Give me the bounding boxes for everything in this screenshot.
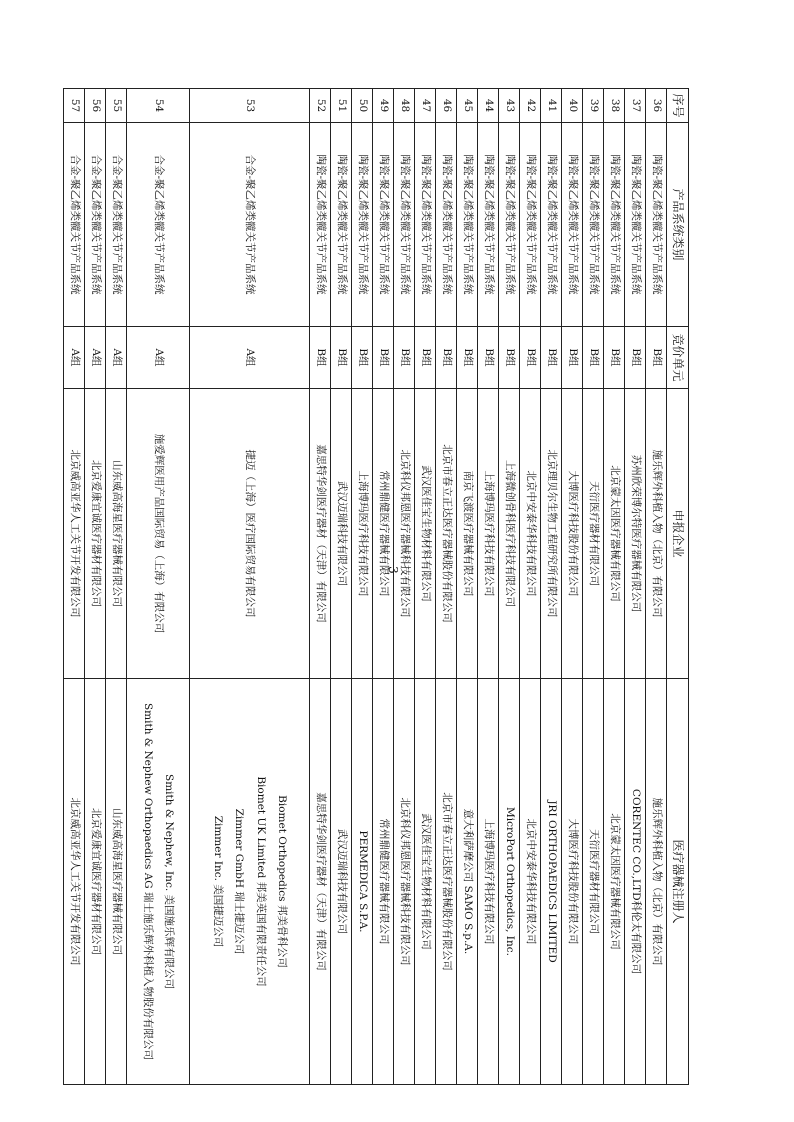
table-row (457, 89, 478, 1085)
table-row (604, 89, 625, 1085)
row-no: 46 (436, 89, 457, 123)
registrant-line: 大博医疗科技股份有限公司 (566, 818, 579, 945)
row-no: 43 (499, 89, 520, 123)
row-registrant (562, 679, 583, 1085)
row-no: 55 (106, 89, 127, 123)
row-category: 陶瓷-聚乙烯类髋关节产品系统 (310, 123, 331, 327)
row-applicant (394, 389, 415, 679)
row-registrant (478, 679, 499, 1085)
table-row (415, 89, 436, 1085)
registrant-line: 北京中安泰华科技有限公司 (524, 818, 537, 945)
row-category: 陶瓷-聚乙烯类髋关节产品系统 (436, 123, 457, 327)
row-applicant (604, 389, 625, 679)
product-table (63, 88, 689, 1085)
header-category: 产品系统类别 (667, 123, 689, 327)
row-no: 42 (520, 89, 541, 123)
registrant-line: 北京爱康宜诚医疗器材有限公司 (89, 808, 102, 955)
table-body (64, 89, 667, 1085)
row-registrant (583, 679, 604, 1085)
applicant-line: 北京中安泰华科技有限公司 (524, 470, 537, 597)
applicant-line: 北京爱康宜诚医疗器材有限公司 (89, 460, 102, 607)
registrant-line: Smith & Nephew Orthopaedics AG 瑞士施乐辉外科植入物股份有限公司 (142, 702, 154, 1061)
row-category: 陶瓷-聚乙烯类髋关节产品系统 (625, 123, 646, 327)
row-category: 陶瓷-聚乙烯类髋关节产品系统 (604, 123, 625, 327)
registrant-line: 嘉思特华剑医疗器材（天津）有限公司 (314, 792, 327, 971)
applicant-line: 上海微创骨科医疗科技有限公司 (503, 460, 516, 607)
row-category: 陶瓷-聚乙烯类髋关节产品系统 (394, 123, 415, 327)
table-row (331, 89, 352, 1085)
table-row (190, 89, 310, 1085)
applicant-line: 苏州欣荣博尔特医疗器械有限公司 (629, 454, 642, 613)
header-unit: 竞价单元 (667, 327, 689, 389)
row-category: 陶瓷-聚乙烯类髋关节产品系统 (499, 123, 520, 327)
row-registrant (64, 679, 85, 1085)
applicant-line: 武汉迈瑞科技有限公司 (335, 481, 348, 586)
row-registrant (499, 679, 520, 1085)
applicant-line: 武汉医佳宝生物材料有限公司 (419, 465, 432, 602)
row-applicant (85, 389, 106, 679)
row-unit: A组 (106, 327, 127, 389)
registrant-line: Zimmer Inc. 美国捷迈公司 (212, 815, 225, 948)
row-applicant (331, 389, 352, 679)
row-registrant (646, 679, 667, 1085)
row-registrant (331, 679, 352, 1085)
applicant-line: 常州鼎健医疗器械有限公司 (377, 470, 390, 597)
row-registrant (457, 679, 478, 1085)
registrant-line: 天衍医疗器材有限公司 (587, 829, 600, 934)
table-row (436, 89, 457, 1085)
row-unit: B组 (352, 327, 373, 389)
row-registrant (625, 679, 646, 1085)
registrant-line: 北京威高亚华人工关节开发有限公司 (68, 797, 81, 966)
table-row (352, 89, 373, 1085)
row-category: 陶瓷-聚乙烯类髋关节产品系统 (583, 123, 604, 327)
row-no: 50 (352, 89, 373, 123)
row-category: 陶瓷-聚乙烯类髋关节产品系统 (352, 123, 373, 327)
row-category: 陶瓷-聚乙烯类髋关节产品系统 (373, 123, 394, 327)
row-no: 49 (373, 89, 394, 123)
row-category: 陶瓷-聚乙烯类髋关节产品系统 (478, 123, 499, 327)
row-unit: B组 (541, 327, 562, 389)
table-row (520, 89, 541, 1085)
header-no: 序号 (667, 89, 689, 123)
row-category: 陶瓷-聚乙烯类髋关节产品系统 (331, 123, 352, 327)
row-applicant (190, 389, 310, 679)
row-unit: B组 (457, 327, 478, 389)
registrant-line: MicroPort Orthopedics, Inc. (503, 807, 516, 956)
table-row (106, 89, 127, 1085)
registrant-line: Biomet UK Limited 邦美英国有限责任公司 (254, 776, 267, 987)
row-registrant (604, 679, 625, 1085)
row-applicant (520, 389, 541, 679)
table-row (127, 89, 190, 1085)
table-row (646, 89, 667, 1085)
row-no: 57 (64, 89, 85, 123)
header-applicant: 申报企业 (667, 389, 689, 679)
row-registrant (352, 679, 373, 1085)
row-unit: B组 (394, 327, 415, 389)
row-no: 56 (85, 89, 106, 123)
registrant-line: 上海博玛医疗科技有限公司 (482, 818, 495, 945)
row-category: 合金-聚乙烯类髋关节产品系统 (85, 123, 106, 327)
row-registrant (520, 679, 541, 1085)
row-category: 陶瓷-聚乙烯类髋关节产品系统 (457, 123, 478, 327)
row-unit: B组 (331, 327, 352, 389)
row-registrant (106, 679, 127, 1085)
row-no: 45 (457, 89, 478, 123)
table-row (373, 89, 394, 1085)
row-no: 48 (394, 89, 415, 123)
applicant-line: 捷迈（上海）医疗国际贸易有限公司 (244, 449, 257, 618)
row-category: 陶瓷-聚乙烯类髋关节产品系统 (520, 123, 541, 327)
registrant-line: PERMEDICA S.P.A. (356, 830, 369, 933)
row-applicant (478, 389, 499, 679)
row-no: 53 (190, 89, 310, 123)
row-no: 41 (541, 89, 562, 123)
row-applicant (352, 389, 373, 679)
row-applicant (373, 389, 394, 679)
row-applicant (457, 389, 478, 679)
registrant-line: Smith & Nephew, Inc. 美国施乐辉有限公司 (163, 774, 176, 989)
applicant-line: 上海博玛医疗科技有限公司 (482, 470, 495, 597)
row-category: 陶瓷-聚乙烯类髋关节产品系统 (646, 123, 667, 327)
row-registrant (373, 679, 394, 1085)
row-unit: B组 (310, 327, 331, 389)
row-unit: B组 (583, 327, 604, 389)
applicant-line: 北京蒙太因医疗器械有限公司 (608, 465, 621, 602)
row-registrant (541, 679, 562, 1085)
row-unit: B组 (520, 327, 541, 389)
table-row (64, 89, 85, 1085)
row-registrant (310, 679, 331, 1085)
row-applicant (64, 389, 85, 679)
registrant-line: 武汉医佳宝生物材料有限公司 (419, 813, 432, 950)
table-row (478, 89, 499, 1085)
row-unit: A组 (64, 327, 85, 389)
registrant-line: 北京蒙太因医疗器械有限公司 (608, 813, 621, 950)
row-registrant (436, 679, 457, 1085)
row-no: 40 (562, 89, 583, 123)
row-unit: B组 (625, 327, 646, 389)
row-category: 合金-聚乙烯类髋关节产品系统 (127, 123, 190, 327)
row-no: 39 (583, 89, 604, 123)
applicant-line: 北京威高亚华人工关节开发有限公司 (68, 449, 81, 618)
row-applicant (646, 389, 667, 679)
row-no: 38 (604, 89, 625, 123)
row-applicant (562, 389, 583, 679)
row-category: 合金-聚乙烯类髋关节产品系统 (106, 123, 127, 327)
row-unit: B组 (373, 327, 394, 389)
applicant-line: 嘉思特华剑医疗器材（天津）有限公司 (314, 444, 327, 623)
row-registrant (190, 679, 310, 1085)
row-applicant (310, 389, 331, 679)
row-unit: B组 (436, 327, 457, 389)
registrant-line: 北京市春立正达医疗器械股份有限公司 (440, 792, 453, 971)
row-unit: A组 (127, 327, 190, 389)
table-row (625, 89, 646, 1085)
registrant-line: JRI ORTHOPAEDICS LIMITED (545, 800, 558, 963)
registrant-line: Zimmer GmbH 瑞士捷迈公司 (233, 808, 246, 955)
row-category: 合金-聚乙烯类髋关节产品系统 (190, 123, 310, 327)
registrant-line: 武汉迈瑞科技有限公司 (335, 829, 348, 934)
applicant-line: 北京理贝尔生物工程研究所有限公司 (545, 449, 558, 618)
table-container (68, 88, 689, 1084)
row-applicant (415, 389, 436, 679)
table-row (499, 89, 520, 1085)
registrant-line: 施乐辉外科植入物（北京）有限公司 (650, 797, 663, 966)
applicant-line: 天衍医疗器材有限公司 (587, 481, 600, 586)
table-row (310, 89, 331, 1085)
table-row (583, 89, 604, 1085)
row-category: 陶瓷-聚乙烯类髋关节产品系统 (562, 123, 583, 327)
row-unit: B组 (415, 327, 436, 389)
registrant-line: 意大利萨摩公司 SAMO S.p.A. (461, 808, 474, 955)
table-row (85, 89, 106, 1085)
row-registrant (85, 679, 106, 1085)
applicant-line: 大博医疗科技股份有限公司 (566, 470, 579, 597)
row-no: 44 (478, 89, 499, 123)
applicant-line: 上海博玛医疗科技有限公司 (356, 470, 369, 597)
registrant-line: 常州鼎健医疗器械有限公司 (377, 818, 390, 945)
rotated-table-frame (68, 88, 689, 1084)
table-header-row (667, 89, 689, 1085)
registrant-line: 山东威高海星医疗器械有限公司 (110, 808, 123, 955)
header-registrant: 医疗器械注册人 (667, 679, 689, 1085)
row-no: 47 (415, 89, 436, 123)
table-row (541, 89, 562, 1085)
row-no: 52 (310, 89, 331, 123)
row-applicant (541, 389, 562, 679)
applicant-line: 施乐辉外科植入物（北京）有限公司 (650, 449, 663, 618)
applicant-line: 施爱辉医用产品国际贸易（上海）有限公司 (152, 433, 165, 634)
row-unit: A组 (85, 327, 106, 389)
row-applicant (625, 389, 646, 679)
row-category: 陶瓷-聚乙烯类髋关节产品系统 (541, 123, 562, 327)
row-registrant (415, 679, 436, 1085)
row-category: 合金-聚乙烯类髋关节产品系统 (64, 123, 85, 327)
table-row (562, 89, 583, 1085)
row-no: 37 (625, 89, 646, 123)
row-unit: B组 (478, 327, 499, 389)
registrant-line: Biomet Orthopedics 邦美骨科公司 (275, 795, 288, 968)
page-number: 3 (386, 566, 400, 574)
row-applicant (436, 389, 457, 679)
row-registrant (127, 679, 190, 1085)
row-applicant (499, 389, 520, 679)
row-applicant (127, 389, 190, 679)
row-registrant (394, 679, 415, 1085)
row-unit: B组 (604, 327, 625, 389)
registrant-line: 北京科仪邦恩医疗器械科技有限公司 (398, 797, 411, 966)
row-unit: B组 (646, 327, 667, 389)
row-category: 陶瓷-聚乙烯类髋关节产品系统 (415, 123, 436, 327)
row-applicant (583, 389, 604, 679)
row-no: 36 (646, 89, 667, 123)
applicant-line: 南京飞渡医疗器械有限公司 (461, 470, 474, 597)
row-no: 51 (331, 89, 352, 123)
applicant-line: 北京市春立正达医疗器械股份有限公司 (440, 444, 453, 623)
row-unit: A组 (190, 327, 310, 389)
row-unit: B组 (499, 327, 520, 389)
table-row (394, 89, 415, 1085)
applicant-line: 北京科仪邦恩医疗器械科技有限公司 (398, 449, 411, 618)
applicant-line: 山东威高海星医疗器械有限公司 (110, 460, 123, 607)
row-applicant (106, 389, 127, 679)
registrant-line: CORENTEC CO.,LTD科伦太有限公司 (629, 788, 642, 975)
row-unit: B组 (562, 327, 583, 389)
row-no: 54 (127, 89, 190, 123)
